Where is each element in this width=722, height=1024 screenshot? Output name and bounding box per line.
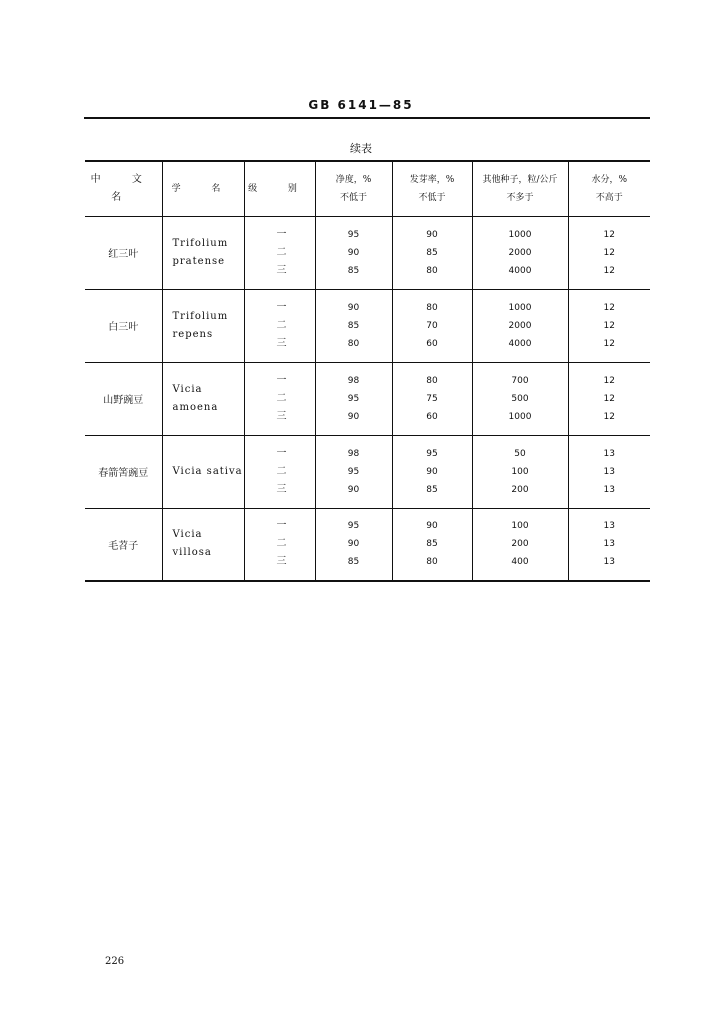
scientific-name-cell: Trifolium repens — [162, 289, 244, 362]
germination-cell: 90 85 80 — [392, 508, 472, 581]
other-seeds-cell: 100 200 400 — [472, 508, 568, 581]
purity-cell: 98 95 90 — [315, 362, 392, 435]
chinese-name-cell: 白三叶 — [85, 289, 162, 362]
standard-code: GB 6141—85 — [308, 98, 414, 112]
col-header-moisture: 水分，% 不高于 — [568, 161, 650, 216]
col-header-purity: 净度，% 不低于 — [315, 161, 392, 216]
col-header-chinese-name: 中 文 名 — [85, 161, 162, 216]
purity-cell: 95 90 85 — [315, 508, 392, 581]
moisture-cell: 13 13 13 — [568, 508, 650, 581]
scientific-name-cell: Vicia amoena — [162, 362, 244, 435]
germination-cell: 90 85 80 — [392, 216, 472, 289]
table-row — [85, 508, 650, 581]
purity-cell: 95 90 85 — [315, 216, 392, 289]
seed-quality-table — [85, 160, 650, 582]
germination-cell: 80 75 60 — [392, 362, 472, 435]
scientific-name-cell: Vicia villosa — [162, 508, 244, 581]
col-header-germination: 发芽率，% 不低于 — [392, 161, 472, 216]
grade-cell: 一 二 三 — [244, 289, 315, 362]
table-row — [85, 289, 650, 362]
chinese-name-cell: 红三叶 — [108, 249, 139, 260]
chinese-name-cell: 毛苕子 — [85, 508, 162, 581]
germination-cell: 95 90 85 — [392, 435, 472, 508]
other-seeds-cell: 50 100 200 — [472, 435, 568, 508]
col-header-scientific-name: 学 名 — [162, 161, 244, 216]
grade-cell: 一 二 三 — [244, 435, 315, 508]
other-seeds-cell: 1000 2000 4000 — [472, 289, 568, 362]
table-caption: 续表 — [350, 142, 372, 155]
other-seeds-cell: 700 500 1000 — [472, 362, 568, 435]
page-number: 226 — [105, 956, 125, 967]
table-row — [85, 216, 650, 289]
grade-cell: 一 二 三 — [244, 362, 315, 435]
purity-cell: 90 85 80 — [315, 289, 392, 362]
col-header-grade: 级 别 — [244, 161, 315, 216]
col-header-other-seeds: 其他种子，粒/公斤 不多于 — [472, 161, 568, 216]
moisture-cell: 13 13 13 — [568, 435, 650, 508]
grade-cell: 一 二 三 — [244, 216, 315, 289]
table-row — [85, 362, 650, 435]
header-row — [85, 161, 650, 216]
header-rule — [84, 117, 650, 119]
chinese-name-cell: 山野豌豆 — [85, 362, 162, 435]
other-seeds-cell: 1000 2000 4000 — [472, 216, 568, 289]
chinese-name-cell: 春箭筈豌豆 — [85, 435, 162, 508]
moisture-cell: 12 12 12 — [568, 362, 650, 435]
scientific-name-cell: Vicia sativa — [162, 435, 244, 508]
grade-cell: 一 二 三 — [244, 508, 315, 581]
purity-cell: 98 95 90 — [315, 435, 392, 508]
moisture-cell: 12 12 12 — [568, 216, 650, 289]
table-row — [85, 435, 650, 508]
germination-cell: 80 70 60 — [392, 289, 472, 362]
moisture-cell: 12 12 12 — [568, 289, 650, 362]
scientific-name-cell: Trifolium pratense — [162, 216, 244, 289]
